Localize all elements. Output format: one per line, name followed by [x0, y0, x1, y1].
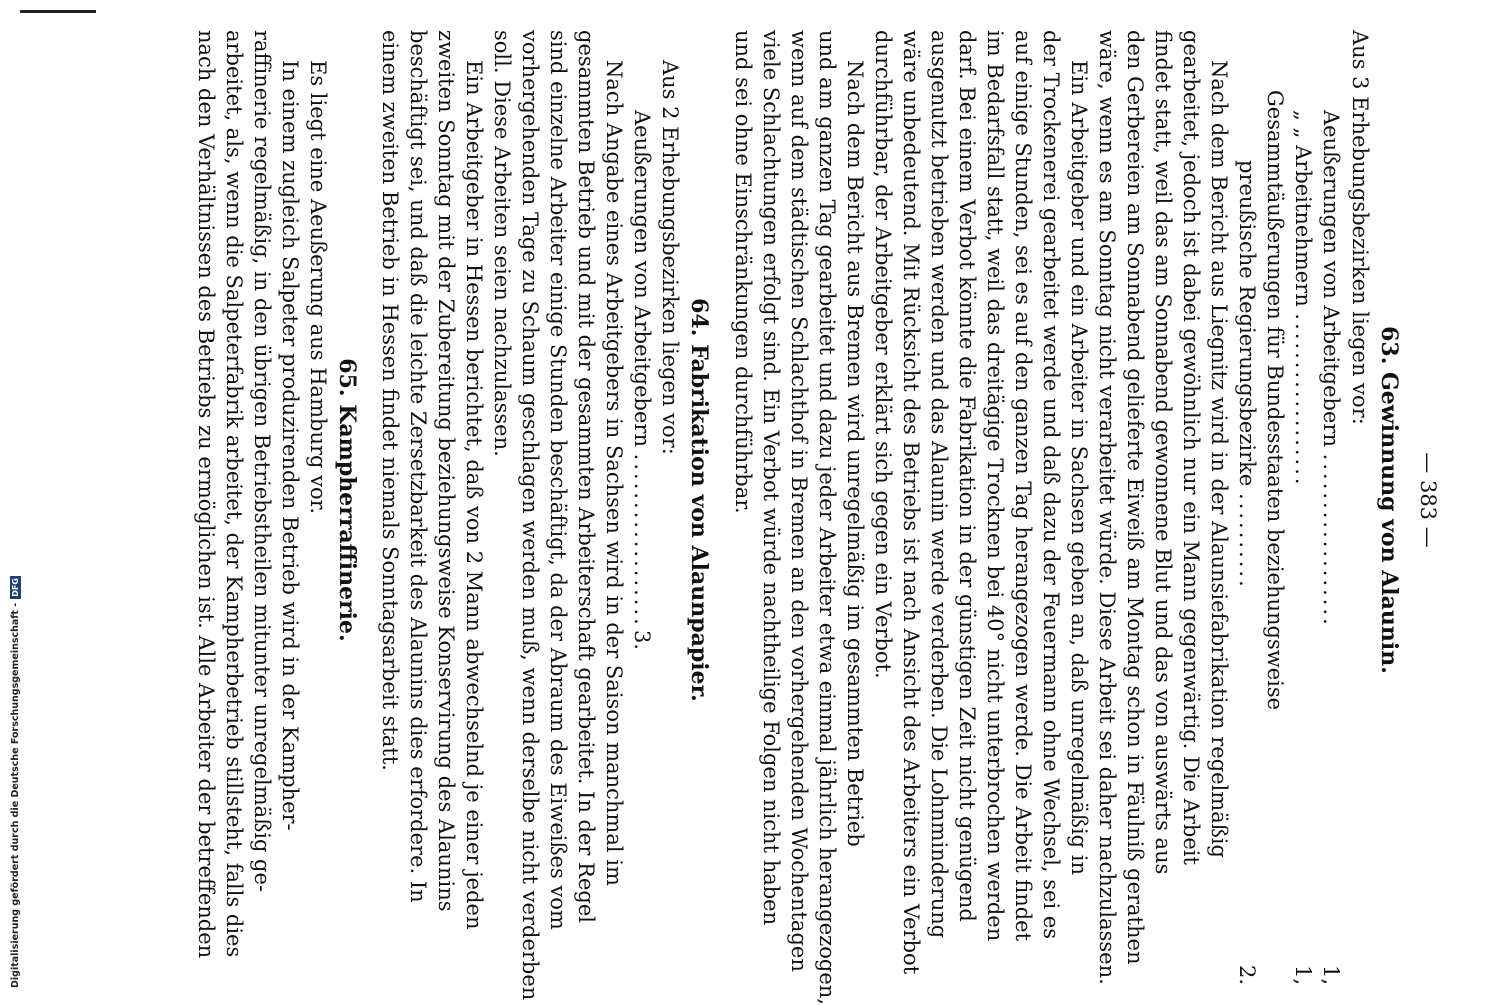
text-line: findet statt, weil das am Sonnabend gewonnene Blut und das von auswärts aus	[1151, 30, 1175, 875]
section-64-heading: 64. Fabrikation von Alaunpapier.	[686, 298, 712, 702]
digitization-credit: Digitalisierung gefördert durch die Deutsche Forschungsgemeinschaft -	[10, 602, 21, 988]
row-dots: ..................	[1291, 313, 1315, 488]
text-line: darf. Bei einem Verbot könnte die Fabrikation in der günstigen Zeit nicht genügend	[955, 30, 979, 922]
text-line: und sei ohne Einschränkungen durchführbar.	[731, 30, 755, 514]
text-line: wenn auf dem städtischen Schlachthof in Bremen an den vorhergehenden Wochentagen	[787, 30, 811, 972]
text-line: gearbeitet, jedoch ist dabei gewöhnlich nur ein Mann gegenwärtig. Die Arbeit	[1179, 30, 1203, 865]
text-line: vorhergehenden Tage zu Schaum geschlagen werden muß, wenn derselbe nicht verderben	[518, 30, 542, 1001]
section-63-row-1-value: 1,	[1319, 965, 1343, 986]
row-label: Aeußerungen von Arbeitgebern	[630, 110, 654, 447]
text-line: einem zweiten Betrieb in Hessen findet niemals Sonntagsarbeit statt.	[378, 30, 402, 771]
scan-edge-mark	[20, 10, 96, 13]
text-line: Ein Arbeitgeber in Hessen berichtet, daß von 2 Mann abwechselnd je einer jeden	[462, 60, 486, 930]
text-line: gesammten Betrieb und mit der gesammten Arbeiterschaft gearbeitet. In der Regel	[574, 30, 598, 923]
row-dots: ..................	[630, 453, 654, 628]
section-63-row-4-value: 2.	[1235, 965, 1259, 986]
section-65-heading: 65. Kampherraffinerie.	[334, 358, 360, 642]
section-64-row-1-value: 3.	[630, 630, 654, 651]
text-line: arbeitet, als, wenn die Salpeterfabrik arbeitet, der Kampherbetrieb stillsteht, falls dies	[222, 30, 246, 958]
section-63-heading: 63. Gewinnung von Alaunin.	[1376, 326, 1402, 674]
text-line: auf einige Stunden, sei es auf den ganzen Tag herangezogen werde. Die Arbeit findet	[1011, 30, 1035, 942]
row-label: preußische Regierungsbezirke	[1235, 160, 1259, 487]
text-line: In einem zugleich Salpeter produzirenden Betrieb wird in der Kampher-	[278, 60, 302, 831]
section-65-intro: Es liegt eine Aeußerung aus Hamburg vor.	[306, 60, 330, 515]
row-label: „ „ Arbeitnehmern	[1291, 110, 1315, 307]
page-number: — 383 —	[1416, 452, 1440, 548]
text-line: viele Schlachtungen erfolgt sind. Ein Verbot würde nachtheilige Folgen nicht haben	[759, 30, 783, 926]
text-line: Ein Arbeitgeber und ein Arbeiter in Sachsen geben an, daß unregelmäßig in	[1067, 60, 1091, 875]
section-64-intro: Aus 2 Erhebungsbezirken liegen vor:	[658, 60, 682, 455]
section-63-intro: Aus 3 Erhebungsbezirken liegen vor:	[1348, 30, 1372, 425]
text-line: Nach dem Bericht aus Bremen wird unregelmäßig im gesammten Betrieb	[843, 60, 867, 847]
section-63-row-4	[1235, 160, 1259, 590]
text-line: sind einzelne Arbeiter einige Stunden beschäftigt, da der Abraum des Eiweißes vom	[546, 30, 570, 930]
text-line: der Trockenerei gearbeitet werde und daß dazu der Feuermann ohne Wechsel, sei es	[1039, 30, 1063, 940]
text-line: den Gerbereien am Sonnabend gelieferte Eiweiß am Montag schon in Fäulniß gerathen	[1123, 30, 1147, 965]
text-line: ausgenutzt betrieben werden und das Alaunin werde verderben. Die Lohnminderung	[927, 30, 951, 939]
text-line: beschäftigt sei, und daß die leichte Zersetzbarkeit des Alaunins dies erfordere. In	[406, 30, 430, 903]
scanned-page	[140, 30, 1440, 1005]
text-line: soll. Diese Arbeiten seien nachzulassen.	[490, 30, 514, 457]
dfg-logo: DFG	[11, 578, 20, 597]
digitization-credit-strip	[0, 0, 20, 1000]
row-dots: ..................	[1319, 453, 1343, 628]
text-line: wäre unbedeutend. Mit Rücksicht des Betriebs ist nach Ansicht des Arbeiters ein Verbot	[899, 30, 923, 975]
section-63-row-3: Gesammtäußerungen für Bundesstaaten beziehungsweise	[1263, 90, 1287, 711]
text-line: Nach dem Bericht aus Liegnitz wird in der Alaunsiefabrikation regelmäßig	[1207, 60, 1231, 858]
text-line: Nach Angabe eines Arbeitgebers in Sachsen wird in der Saison manchmal im	[602, 60, 626, 886]
section-64-row-1	[630, 110, 654, 628]
section-63-row-1	[1319, 110, 1343, 628]
text-line: durchführbar, der Arbeitgeber erklärt sich gegen ein Verbot.	[871, 30, 895, 679]
text-line: im Bedarfsfall statt, weil das dreitägige Trocknen bei 40° nicht unterbrochen werden	[983, 30, 1007, 942]
row-label: Aeußerungen von Arbeitgebern	[1319, 110, 1343, 447]
row-dots: ..........	[1235, 493, 1259, 590]
section-63-row-2	[1291, 110, 1315, 488]
text-line: wäre, wenn es am Sonntag nicht verarbeitet würde. Diese Arbeit sei daher nachzulassen.	[1095, 30, 1119, 985]
text-line: nach den Verhältnissen des Betriebs zu ermöglichen ist. Alle Arbeiter der betreffenden	[194, 30, 218, 959]
text-line: zweiten Sonntag mit der Zubereitung beziehungsweise Konservirung des Alaunins	[434, 30, 458, 912]
text-line: und am ganzen Tag gearbeitet und dazu jeder Arbeiter etwa einmal jährlich herangezogen,	[815, 30, 839, 1005]
section-63-row-2-value: 1,	[1291, 965, 1315, 986]
text-line: raffinerie regelmäßig, in den übrigen Betriebstheilen mitunter unregelmäßig ge-	[250, 30, 274, 893]
